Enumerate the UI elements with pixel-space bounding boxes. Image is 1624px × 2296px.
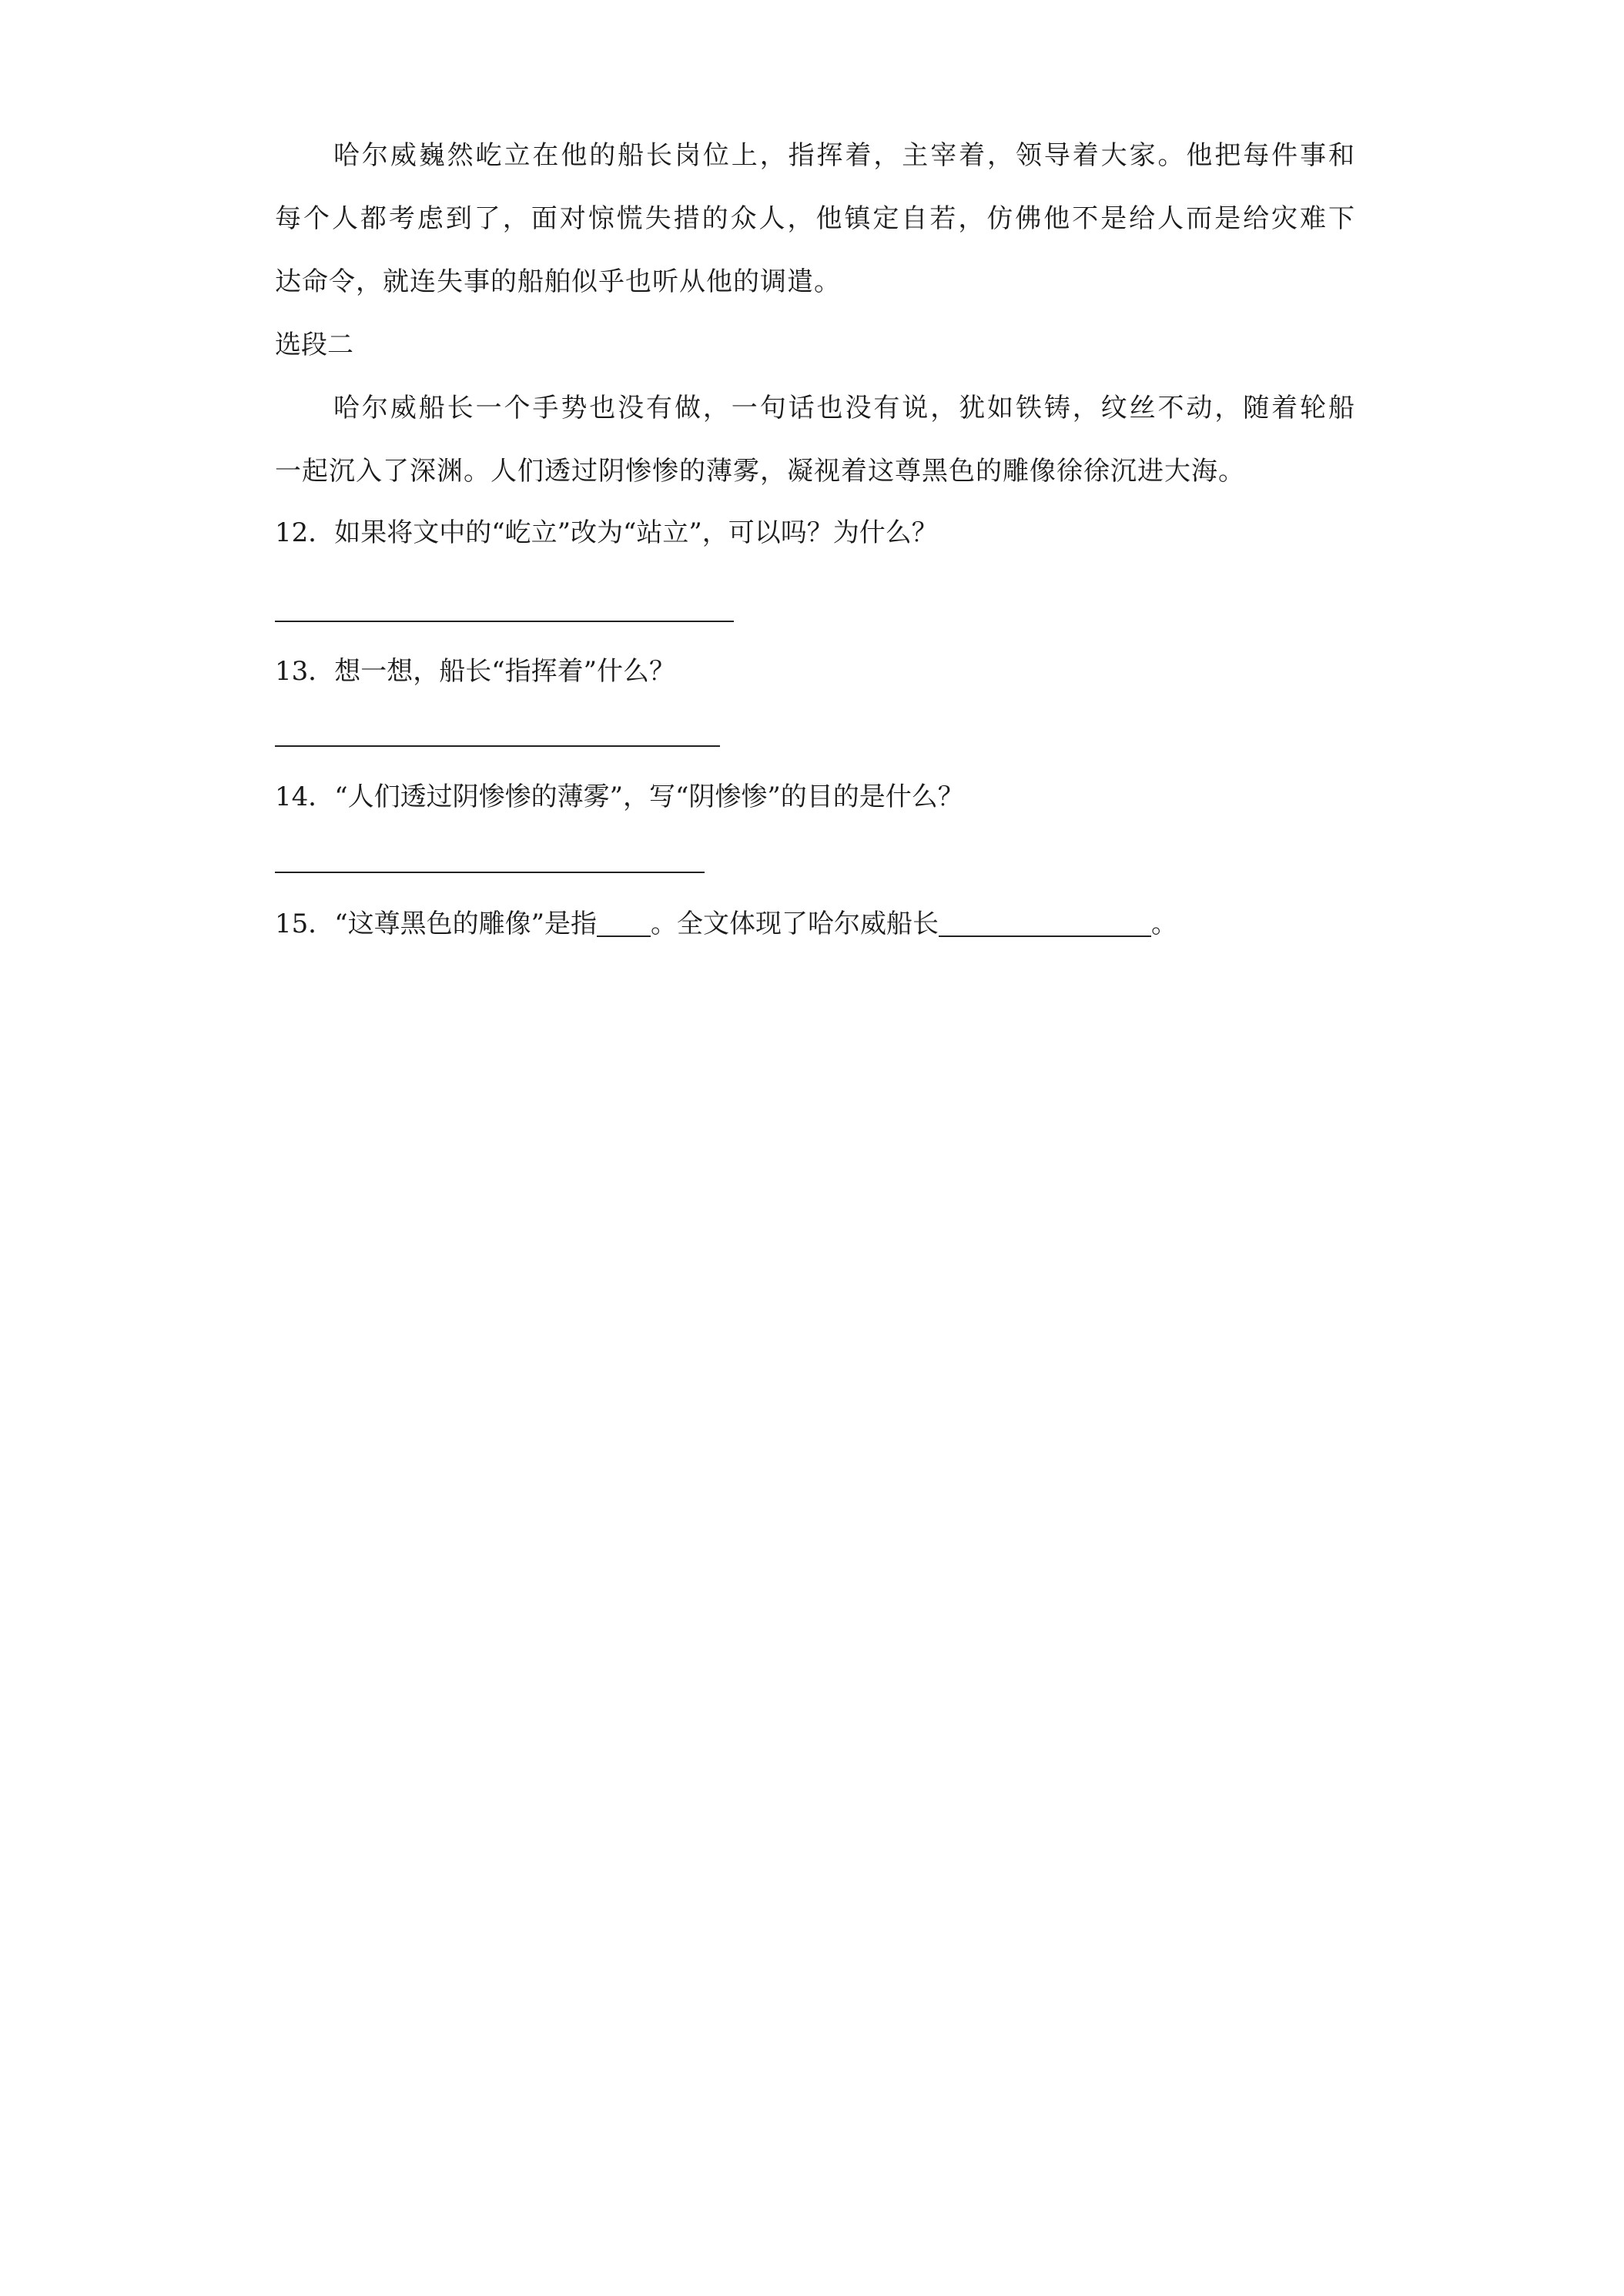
question-15-text-1: 15．“这尊黑色的雕像”是指 <box>275 909 598 939</box>
passage-one-line-2: 每个人都考虑到了，面对惊慌失措的众人，他镇定自若，仿佛他不是给人而是给灾难下 <box>275 203 1355 234</box>
passage-one-line-3: 达命令，就连失事的船舶似乎也听从他的调遣。 <box>275 266 841 297</box>
question-14: 14．“人们透过阴惨惨的薄雾”，写“阴惨惨”的目的是什么？ <box>275 782 964 812</box>
question-12: 12．如果将文中的“屹立”改为“站立”，可以吗？为什么？ <box>275 517 938 548</box>
passage-two-line-2: 一起沉入了深渊。人们透过阴惨惨的薄雾，凝视着这尊黑色的雕像徐徐沉进大海。 <box>275 456 1245 487</box>
question-15-text-3: 。 <box>1151 909 1178 939</box>
blank-15-a[interactable] <box>597 912 651 937</box>
question-13: 13．想一想，船长“指挥着”什么？ <box>275 656 676 687</box>
blank-15-b[interactable] <box>939 912 1151 937</box>
passage-two-line-1: 哈尔威船长一个手势也没有做，一句话也没有说，犹如铁铸，纹丝不动，随着轮船 <box>333 393 1355 423</box>
passage-one-line-1: 哈尔威巍然屹立在他的船长岗位上，指挥着，主宰着，领导着大家。他把每件事和 <box>333 140 1355 171</box>
answer-line-12[interactable] <box>275 621 734 622</box>
answer-line-13[interactable] <box>275 745 720 747</box>
section-two-title: 选段二 <box>275 330 353 360</box>
answer-line-14[interactable] <box>275 872 705 873</box>
question-15-text-2: 。全文体现了哈尔威船长 <box>651 909 939 939</box>
question-15 <box>275 909 1177 939</box>
